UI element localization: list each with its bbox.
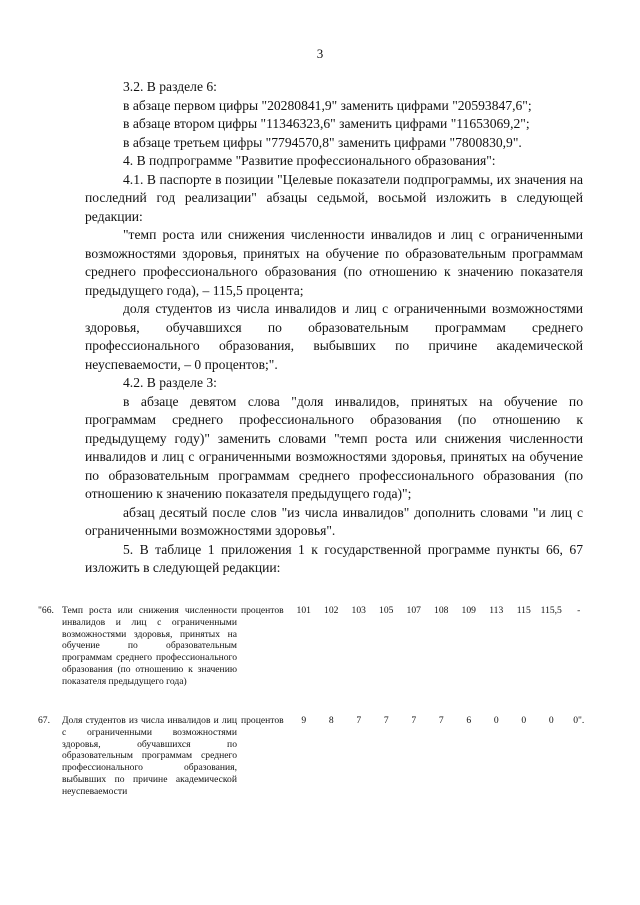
value-cell: 0". — [573, 715, 585, 726]
value-cell: 105 — [379, 605, 394, 616]
paragraph-second-abzac: в абзаце втором цифры "11346323,6" заменить цифрами "11653069,2"; — [123, 116, 530, 131]
indicator-table — [38, 605, 598, 825]
row-number: 67. — [38, 715, 50, 726]
value-cell: 7 — [356, 715, 362, 726]
paragraph-quote-tempo: "темп роста или снижения численности инвалидов и лиц с ограниченными возможностями здоровья, принятых на обучение по образовательным программам среднего профессионального образования (по отношению к значению показателя предыдущего года), – 115,5 процента; — [85, 227, 583, 298]
paragraph-5: 5. В таблице 1 приложения 1 к государственной программе пункты 66, 67 изложить в следующей редакции: — [85, 541, 583, 575]
value-cell: 115,5 — [540, 605, 562, 616]
table-row-66 — [38, 605, 598, 715]
row-values — [290, 605, 595, 617]
value-cell: 8 — [328, 715, 334, 726]
row-unit: процентов — [241, 605, 284, 616]
paragraph-4: 4. В подпрограмме "Развитие профессионального образования": — [123, 153, 496, 168]
value-cell: - — [577, 605, 581, 616]
value-cell: 103 — [351, 605, 366, 616]
paragraph-quote-dolya: доля студентов из числа инвалидов и лиц с ограниченными возможностями здоровья, обучавшихся по образовательным программам среднего профессионального образования, выбывших по причине академической неуспеваемости, – 0 процентов;". — [85, 301, 583, 372]
row-description: Темп роста или снижения численности инвалидов и лиц с ограниченными возможностями здоровья, принятых на обучение по образовательным программам среднего профессионального образования (по отношению к значению показателя предыдущего года) — [62, 605, 237, 687]
paragraph-4-2: 4.2. В разделе 3: — [123, 375, 217, 390]
row-description: Доля студентов из числа инвалидов и лиц с ограниченными возможностями здоровья, обучавшихся по образовательным программам среднего профессионального образования, выбывших по причине академической неуспеваемости — [62, 715, 237, 797]
value-cell: 0 — [548, 715, 554, 726]
value-cell: 115 — [516, 605, 531, 616]
table-row-67 — [38, 715, 598, 825]
paragraph-ninth-abzac: в абзаце девятом слова "доля инвалидов, принятых на обучение по программам среднего профессионального образования (по отношению к предыдущему году)" заменить словами "темп роста или снижения численности инвалидов и лиц с ограниченными возможностями здоровья, принятых на обучение по образовательным программам среднего профессионального образования (по отношению к значению показателя предыдущего года)"; — [85, 393, 583, 501]
value-cell: 9 — [301, 715, 307, 726]
value-cell: 7 — [411, 715, 417, 726]
value-cell: 0 — [521, 715, 527, 726]
value-cell: 109 — [461, 605, 476, 616]
value-cell: 113 — [489, 605, 504, 616]
value-cell: 0 — [493, 715, 499, 726]
row-number: "66. — [38, 605, 54, 616]
paragraph-tenth-abzac: абзац десятый после слов "из числа инвалидов" дополнить словами "и лиц с ограниченными возможностями здоровья". — [85, 504, 583, 538]
value-cell: 107 — [406, 605, 421, 616]
value-cell: 6 — [466, 715, 472, 726]
paragraph-first-abzac: в абзаце первом цифры "20280841,9" заменить цифрами "20593847,6"; — [123, 97, 532, 113]
row-values — [290, 715, 595, 727]
paragraph-3-2: 3.2. В разделе 6: — [123, 79, 217, 94]
page-number: 3 — [316, 46, 324, 61]
value-cell: 7 — [383, 715, 389, 726]
value-cell: 108 — [434, 605, 449, 616]
row-unit: процентов — [241, 715, 284, 726]
value-cell: 101 — [296, 605, 311, 616]
value-cell: 7 — [438, 715, 444, 726]
paragraph-4-1: 4.1. В паспорте в позиции "Целевые показатели подпрограммы, их значения на последний год реализации" абзацы седьмой, восьмой изложить в следующей редакции: — [85, 171, 583, 224]
paragraph-third-abzac: в абзаце третьем цифры "7794570,8" заменить цифрами "7800830,9". — [123, 134, 522, 150]
value-cell: 102 — [324, 605, 339, 616]
document-body — [85, 78, 583, 578]
